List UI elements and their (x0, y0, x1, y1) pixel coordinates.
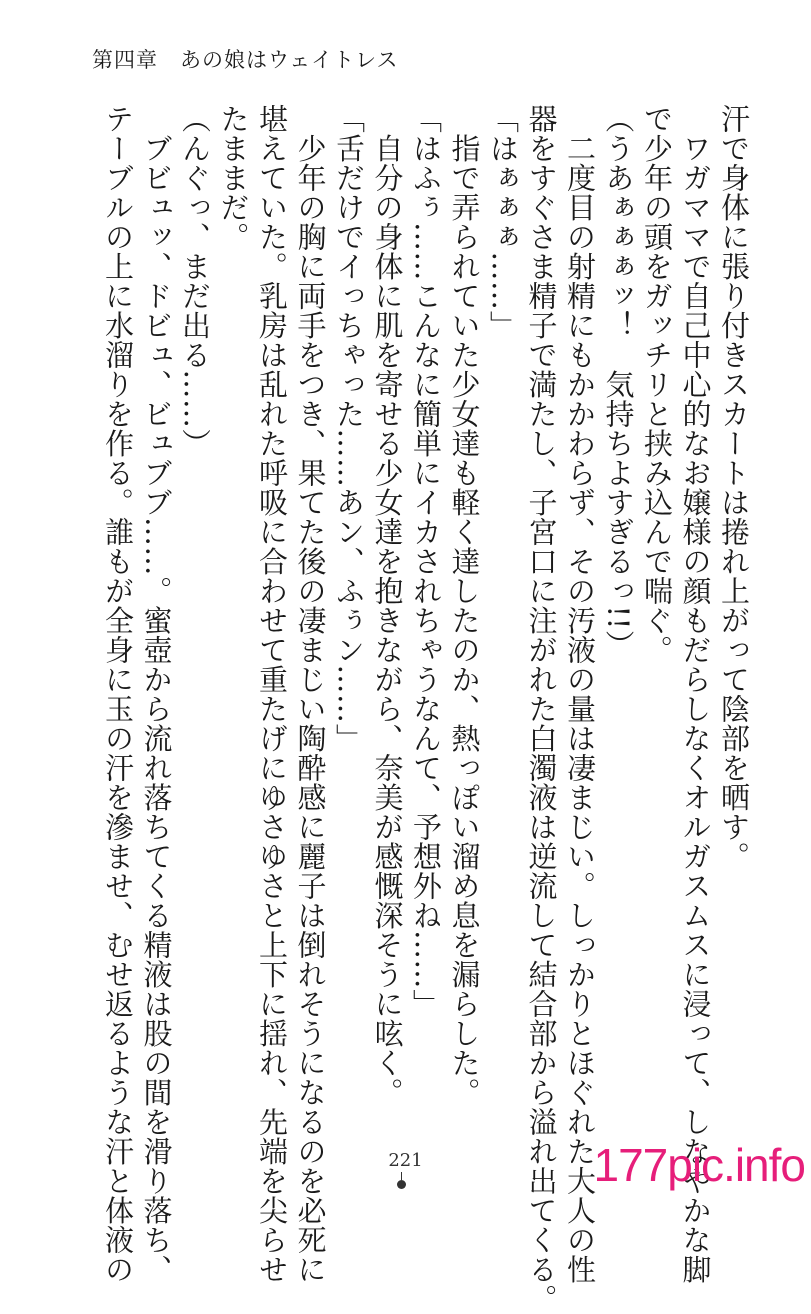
chapter-title: 第四章 あの娘はウェイトレス (92, 48, 399, 72)
text-line: 器をすぐさま精子で満たし、子宮口に注がれた白濁液は逆流して結合部から溢れ出てくる。 (524, 104, 559, 1314)
text-line: 指で弄られていた少女達も軽く達したのか、熱っぽい溜め息を漏らした。 (447, 104, 482, 1107)
text-line: 自分の身体に肌を寄せる少女達を抱きながら、奈美が感慨深そうに呟く。 (370, 104, 405, 1107)
text-line: ブビュッ、ドビュ、ビュブブ……。蜜壺から流れ落ちてくる精液は股の間を滑り落ち、 (139, 104, 174, 1284)
text-line: テーブルの上に水溜りを作る。誰もが全身に玉の汗を滲ませ、むせ返るような汗と体液の (101, 104, 135, 1284)
page-number: 221 (388, 1150, 423, 1171)
text-line: （んぐっ、まだ出る……） (178, 104, 212, 458)
watermark-link[interactable]: 177pic.info (593, 1139, 805, 1191)
text-line: 堪えていた。乳房は乱れた呼吸に合わせて重たげにゆさゆさと上下に揺れ、先端を尖らせ (255, 104, 289, 1284)
text-line: ワガママで自己中心的なお嬢様の顔もだらしなくオルガスムスに浸って、しなやかな脚 (678, 104, 713, 1284)
page-marker-icon (397, 1180, 406, 1189)
text-line: 「はふぅ……こんなに簡単にイカされちゃうなんて、予想外ね……」 (409, 104, 443, 1019)
text-line: で少年の頭をガッチリと挟み込んで喘ぐ。 (640, 104, 674, 665)
text-line: （うあぁぁぁッ！ 気持ちよすぎるっ!!） (601, 104, 636, 660)
text-line: 少年の胸に両手をつき、果てた後の凄まじい陶酔感に麗子は倒れそうになるのを必死に (293, 104, 328, 1284)
text-line: 「はぁぁぁ……」 (486, 104, 520, 340)
text-line: 汗で身体に張り付きスカートは捲れ上がって陰部を晒す。 (717, 104, 751, 871)
text-line: たままだ。 (216, 104, 251, 252)
text-line: 二度目の射精にもかかわらず、その汚液の量は凄まじい。しっかりとほぐれた大人の性 (563, 104, 597, 1284)
text-line: 「舌だけでイっちゃった……あン、ふぅン……」 (332, 104, 366, 753)
